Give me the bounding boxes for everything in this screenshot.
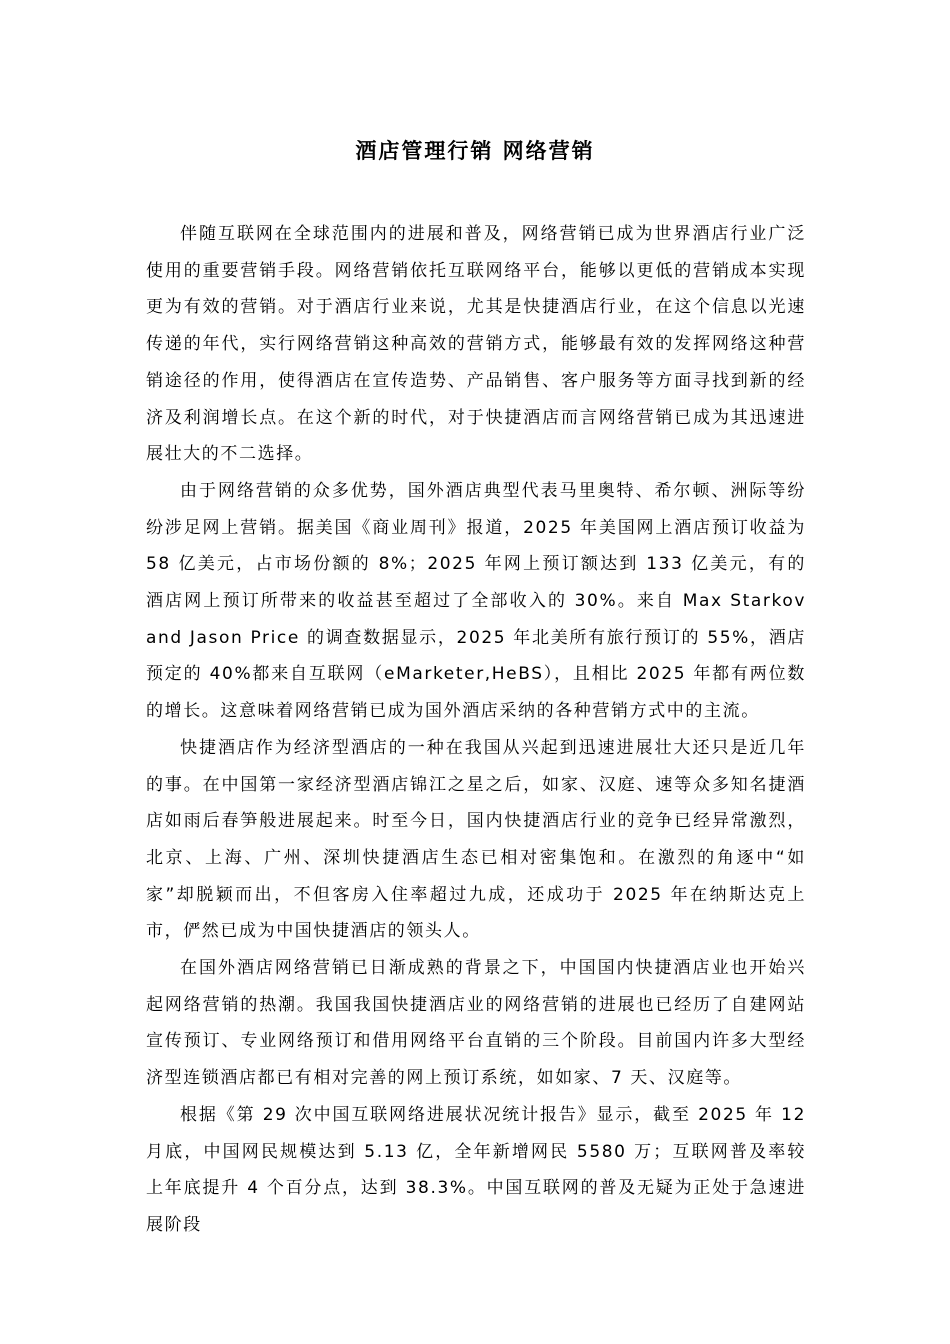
paragraph-3: 快捷酒店作为经济型酒店的一种在我国从兴起到迅速进展壮大还只是近几年的事。在中国第一家经济型酒店锦江之星之后，如家、汉庭、速等众多知名捷酒店如雨后春笋般进展起来。时至今日，国内快捷酒店行业的竞争已经异常激烈，北京、上海、广州、深圳快捷酒店生态已相对密集饱和。在激烈的角逐中“如家”却脱颖而出，不但客房入住率超过九成，还成功于 2025 年在纳斯达克上市，俨然已成为中国快捷酒店的领头人。: [146, 737, 806, 942]
document-body: [146, 216, 806, 1244]
paragraph-1: 伴随互联网在全球范围内的进展和普及，网络营销已成为世界酒店行业广泛使用的重要营销手段。网络营销依托互联网络平台，能够以更低的营销成本实现更为有效的营销。对于酒店行业来说，尤其是快捷酒店行业，在这个信息以光速传递的年代，实行网络营销这种高效的营销方式，能够最有效的发挥网络这种营销途径的作用，使得酒店在宣传造势、产品销售、客户服务等方面寻找到新的经济及利润增长点。在这个新的时代，对于快捷酒店而言网络营销已成为其迅速进展壮大的不二选择。: [146, 224, 806, 465]
paragraph-5: 根据《第 29 次中国互联网络进展状况统计报告》显示，截至 2025 年 12 月底，中国网民规模达到 5.13 亿，全年新增网民 5580 万；互联网普及率较上年底提升 4 个百分点，达到 38.3%。中国互联网的普及无疑为正处于急速进展阶段: [146, 1104, 806, 1235]
paragraph-2: 由于网络营销的众多优势，国外酒店典型代表马里奥特、希尔顿、洲际等纷纷涉足网上营销。据美国《商业周刊》报道，2025 年美国网上酒店预订收益为 58 亿美元，占市场份额的 8%；2025 年网上预订额达到 133 亿美元，有的酒店网上预订所带来的收益甚至超过了全部收入的 30%。来自 Max Starkov and Jason Price 的调查数据显示，2025 年北美所有旅行预订的 55%，酒店预定的 40%都来自互联网（eMarketer,HeBS），且相比 2025 年都有两位数的增长。这意味着网络营销已成为国外酒店采纳的各种营销方式中的主流。: [146, 480, 806, 722]
document-title: 酒店管理行销 网络营销: [355, 139, 595, 163]
paragraph-4: 在国外酒店网络营销已日渐成熟的背景之下，中国国内快捷酒店业也开始兴起网络营销的热潮。我国我国快捷酒店业的网络营销的进展也已经历了自建网站宣传预订、专业网络预订和借用网络平台直销的三个阶段。目前国内许多大型经济型连锁酒店都已有相对完善的网上预订系统，如如家、7 天、汉庭等。: [146, 958, 806, 1089]
